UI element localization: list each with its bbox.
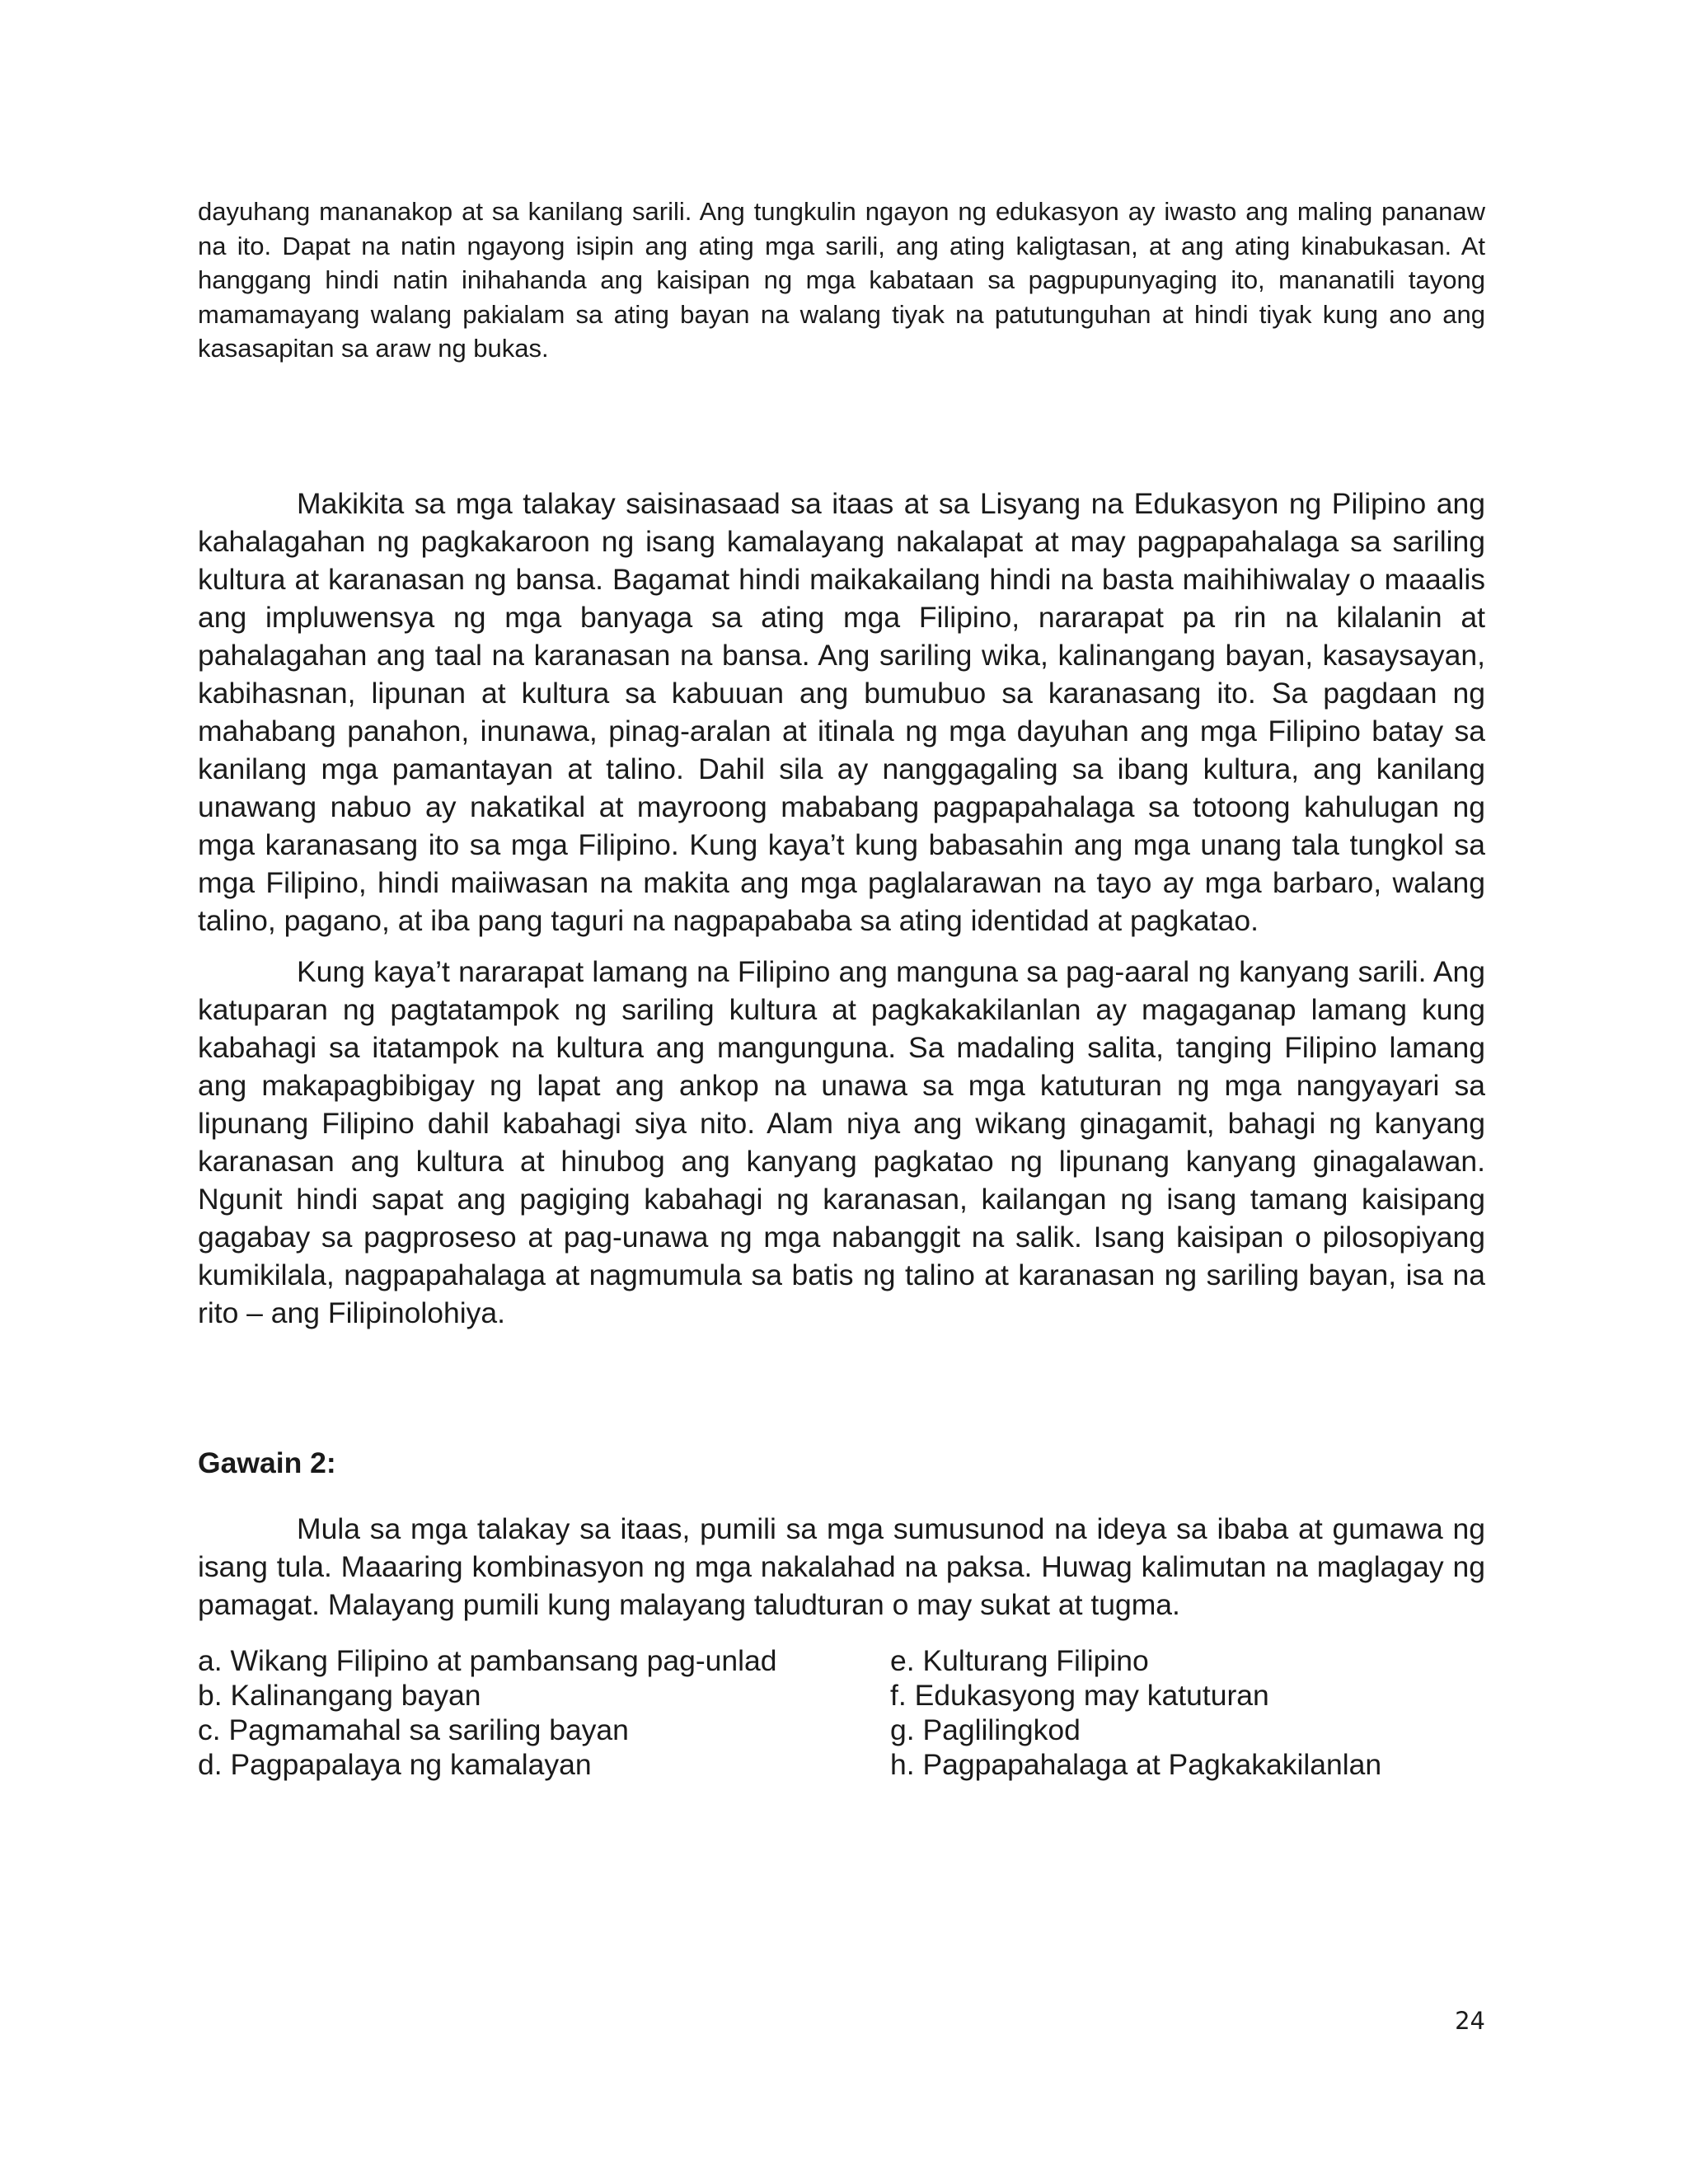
page-number: 24 (1455, 2007, 1485, 2035)
topic-choice-e: e. Kulturang Filipino (890, 1644, 1149, 1677)
topic-choice-f: f. Edukasyong may katuturan (890, 1679, 1269, 1712)
activity-heading: Gawain 2: (198, 1446, 336, 1479)
activity-instructions: Mula sa mga talakay sa itaas, pumili sa mga sumusunod na ideya sa ibaba at gumawa ng isang tula. Maaaring kombinasyon ng mga nakalahad na paksa. Huwag kalimutan na maglagay ng pamagat. Malayang pumili kung malayang taludturan o may sukat at tugma. (198, 1512, 1485, 1621)
body-paragraph-1: Makikita sa mga talakay saisinasaad sa itaas at sa Lisyang na Edukasyon ng Pilipino ang kahalagahan ng pagkakaroon ng isang kamalayang nakalapat at may pagpapahalaga sa sariling kultura at karanasan ng bansa. Bagamat hindi maikakailang hindi na basta maihihiwalay o maaalis ang impluwensya ng mga banyaga sa ating mga Filipino, nararapat pa rin na kilalanin at pahalagahan ang taal na karanasan na bansa. Ang sariling wika, kalinangang bayan, kasaysayan, kabihasnan, lipunan at kultura sa kabuuan ang bumubuo sa karanasang ito. Sa pagdaan ng mahabang panahon, inunawa, pinag-aralan at itinala ng mga dayuhan ang mga Filipino batay sa kanilang mga pamantayan at talino. Dahil sila ay nanggagaling sa ibang kultura, ang kanilang unawang nabuo ay nakatikal at mayroong mababang pagpapahalaga sa totoong kahulugan ng mga karanasang ito sa mga Filipino. Kung kaya’t kung babasahin ang mga unang tala tungkol sa mga Filipino, hindi maiiwasan na makita ang mga paglalarawan na tayo ay mga barbaro, walang talino, pagano, at iba pang taguri na nagpapababa sa ating identidad at pagkatao. (198, 487, 1485, 937)
topic-choice-h: h. Pagpapahalaga at Pagkakakilanlan (890, 1748, 1382, 1781)
quoted-passage-text: dayuhang mananakop at sa kanilang sarili. Ang tungkulin ngayon ng edukasyon ay iwasto ang maling pananaw na ito. Dapat na natin ngayong isipin ang ating mga sarili, ang ating kaligtasan, at ang ating kinabukasan. At hanggang hindi natin inihahanda ang kaisipan ng mga kabataan sa pagpupunyaging ito, mananatili tayong mamamayang walang pakialam sa ating bayan na walang tiyak na patutunguhan at hindi tiyak kung ano ang kasasapitan sa araw ng bukas. (198, 197, 1485, 363)
topic-choice-b: b. Kalinangang bayan (198, 1679, 481, 1712)
topic-choice-c: c. Pagmamahal sa sariling bayan (198, 1713, 629, 1746)
discussion-body (198, 485, 1485, 1345)
topic-choice-d: d. Pagpapalaya ng kamalayan (198, 1748, 592, 1781)
body-paragraph-2: Kung kaya’t nararapat lamang na Filipino ang manguna sa pag-aaral ng kanyang sarili. Ang katuparan ng pagtatampok ng sariling kultura at pagkakakilanlan ay magaganap lamang kung kabahagi sa itatampok na kultura ang mangunguna. Sa madaling salita, tanging Filipino lamang ang makapagbibigay ng lapat ang ankop na unawa sa mga katuturan ng mga nangyayari sa lipunang Filipino dahil kabahagi siya nito. Alam niya ang wikang ginagamit, bahagi ng kanyang karanasan ang kultura at hinubog ang kanyang pagkatao ng lipunang kanyang ginagalawan. Ngunit hindi sapat ang pagiging kabahagi ng karanasan, kailangan ng isang tamang kaisipang gagabay sa pagproseso at pag-unawa ng mga nabanggit na salik. Isang kaisipan o pilosopiyang kumikilala, nagpapahalaga at nagmumula sa batis ng talino at karanasan ng sariling bayan, isa na rito – ang Filipinolohiya. (198, 955, 1485, 1329)
quoted-passage (198, 194, 1485, 366)
topic-choice-a: a. Wikang Filipino at pambansang pag-unlad (198, 1644, 777, 1677)
topic-choices-list (198, 1643, 1485, 1782)
topic-choice-g: g. Paglilingkod (890, 1713, 1081, 1746)
document-page (198, 0, 1485, 2184)
